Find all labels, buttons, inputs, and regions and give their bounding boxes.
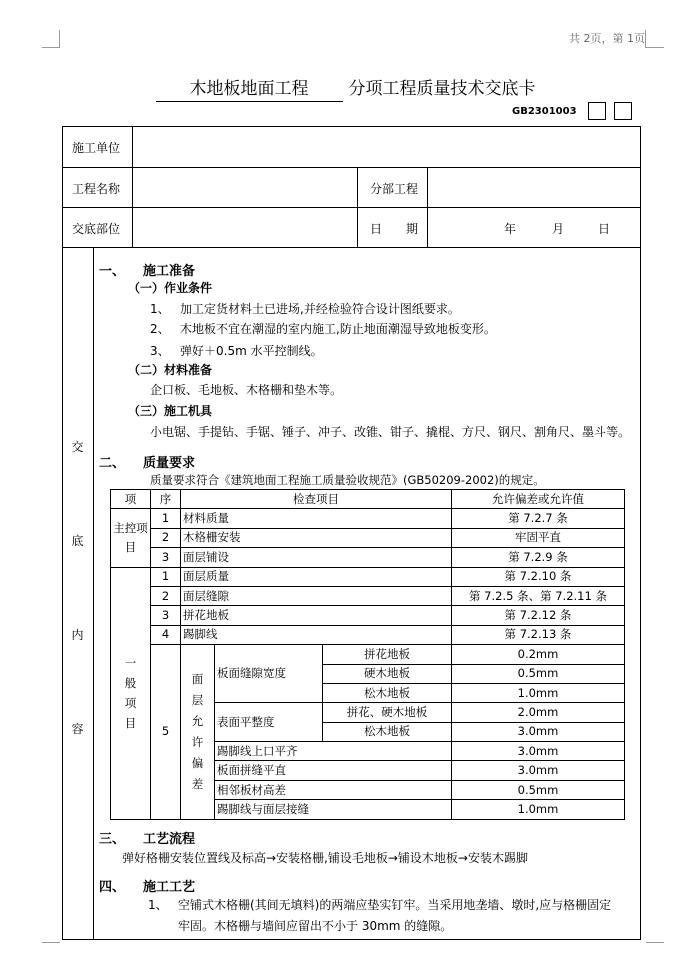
deviation-label: 面层允许偏差 xyxy=(181,645,215,820)
general-group: 一般项目 xyxy=(111,567,151,819)
flat-label: 表面平整度 xyxy=(215,703,323,742)
subsection-heading: （三）施工机具 xyxy=(128,404,213,418)
date-label: 日 期 xyxy=(370,222,419,236)
deviation-seq: 5 xyxy=(151,645,181,820)
paragraph: 小电锯、手提钻、手锯、锤子、冲子、改锥、钳子、撬棍、方尺、钢尺、割角尺、墨斗等。 xyxy=(150,425,631,439)
list-item: 1、 加工定货材料土已进场,并经检验符合设计图纸要求。 xyxy=(150,302,460,316)
year-label: 年 xyxy=(504,222,517,236)
list-item-number: 1、 xyxy=(148,898,168,912)
project-label: 工程名称 xyxy=(72,182,121,196)
subsection-heading: （一）作业条件 xyxy=(128,281,213,295)
side-label-char: 交 xyxy=(71,440,84,454)
document-title xyxy=(0,74,691,102)
list-item: 2、 木地板不宜在潮湿的室内施工,防止地面潮湿导致地板变形。 xyxy=(150,322,496,336)
table-row: 一般项目 1 面层质量 第 7.2.10 条 xyxy=(111,567,625,586)
main-group: 主控项目 xyxy=(111,509,151,567)
section-heading: 三、 工艺流程 xyxy=(99,832,196,847)
gap-label: 板面缝隙宽度 xyxy=(215,645,323,703)
paragraph: 弹好格栅安装位置线及标高→安装格栅,铺设毛地板→铺设木地板→安装木踢脚 xyxy=(122,851,528,865)
table-row: 4 踢脚线 第 7.2.13 条 xyxy=(111,625,625,644)
project-name: 木地板地面工程 xyxy=(156,74,343,102)
paragraph: 牢固。木格栅与墙间应留出不小于 30mm 的缝隙。 xyxy=(178,919,453,933)
checkbox[interactable] xyxy=(588,102,606,120)
table-header xyxy=(111,490,625,509)
quality-table xyxy=(110,489,625,820)
checkbox[interactable] xyxy=(614,102,632,120)
month-label: 月 xyxy=(552,222,565,236)
document-code: GB2301003 xyxy=(512,106,577,117)
part-label: 交底部位 xyxy=(72,222,121,236)
table-row: 松木地板 1.0mm xyxy=(111,683,625,702)
table-row: 2 面层缝隙 第 7.2.5 条、第 7.2.11 条 xyxy=(111,586,625,605)
table-row: 表面平整度 拼花、硬木地板 2.0mm xyxy=(111,703,625,722)
title-suffix: 分项工程质量技术交底卡 xyxy=(348,79,536,99)
paragraph: 空铺式木格栅(其间无填料)的两端应垫实钉牢。当采用地垄墙、墩时,应与格栅固定 xyxy=(178,898,612,912)
table-row: 相邻板材高差 0.5mm xyxy=(111,780,625,799)
table-row: 硬木地板 0.5mm xyxy=(111,664,625,683)
paragraph: 质量要求符合《建筑地面工程施工质量验收规范》(GB50209-2002)的规定。 xyxy=(150,473,545,487)
crop-mark xyxy=(59,30,60,48)
crop-mark xyxy=(645,30,646,48)
unit-label: 施工单位 xyxy=(72,141,121,155)
section-heading: 四、 施工工艺 xyxy=(99,880,196,895)
table-row: 2 木格栅安装 牢固平直 xyxy=(111,528,625,547)
table-row: 踢脚线上口平齐 3.0mm xyxy=(111,742,625,761)
section-heading: 二、 质量要求 xyxy=(99,456,196,471)
table-row: 板面拼缝平直 3.0mm xyxy=(111,761,625,780)
side-label-char: 内 xyxy=(71,628,84,642)
header-seq: 序 xyxy=(151,490,181,509)
table-row: 3 拼花地板 第 7.2.12 条 xyxy=(111,606,625,625)
crop-mark xyxy=(646,942,664,943)
section-heading: 一、 施工准备 xyxy=(99,264,196,279)
list-item: 3、 弹好＋0.5m 水平控制线。 xyxy=(150,344,323,358)
side-label-char: 底 xyxy=(71,534,84,548)
crop-mark xyxy=(646,47,664,48)
day-label: 日 xyxy=(598,222,611,236)
crop-mark xyxy=(42,47,60,48)
subsection-heading: （二）材料准备 xyxy=(128,363,213,377)
table-row: 踢脚线与面层接缝 1.0mm xyxy=(111,800,625,819)
header-check: 检查项目 xyxy=(181,490,452,509)
table-row: 5 面层允许偏差 板面缝隙宽度 拼花地板 0.2mm xyxy=(111,645,625,664)
header-item: 项 xyxy=(111,490,151,509)
sub-project-label: 分部工程 xyxy=(370,182,419,196)
table-row: 3 面层铺设 第 7.2.9 条 xyxy=(111,548,625,567)
paragraph: 企口板、毛地板、木格栅和垫木等。 xyxy=(150,383,343,397)
crop-mark xyxy=(42,942,60,943)
table-row: 松木地板 3.0mm xyxy=(111,722,625,741)
table-row: 主控项目 1 材料质量 第 7.2.7 条 xyxy=(111,509,625,528)
page-number: 共 2页，第 1页 xyxy=(569,32,645,45)
side-label-char: 容 xyxy=(71,722,84,736)
header-allow: 允许偏差或允许值 xyxy=(452,490,625,509)
